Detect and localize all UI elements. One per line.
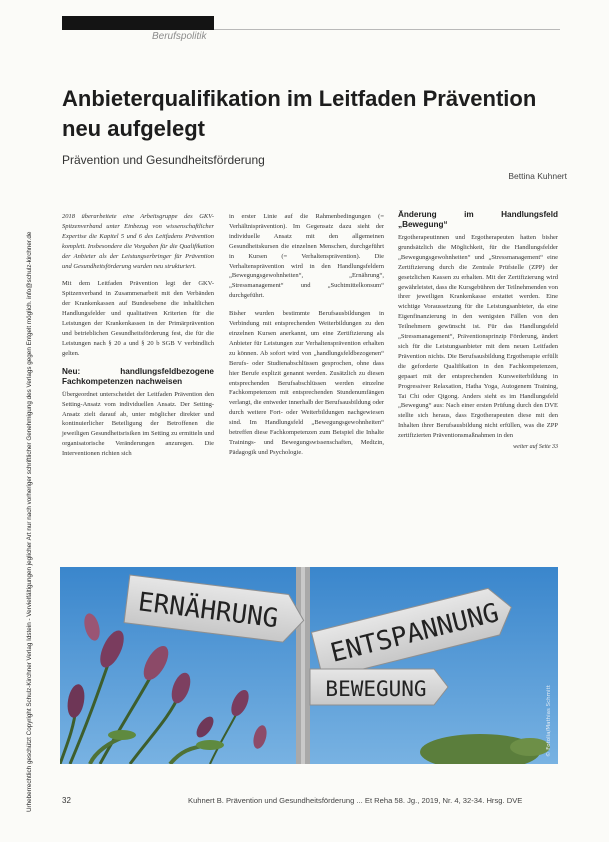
sign-entspannung-label: ENTSPANNUNG — [327, 598, 502, 669]
article-title: Anbieterqualifikation im Leitfaden Prävention neu aufgelegt — [62, 86, 537, 141]
text-column-1 — [62, 212, 214, 459]
page-number: 32 — [62, 796, 71, 805]
paragraph: Mit dem Leitfaden Prävention legt der GKV-Spitzenverband in Zusammenarbeit mit den Verbänden der Krankenkassen auf Bundesebene die inhaltlichen Handlungsfelder und qualitativen Kriterien für die Leistungen der Krankenkassen in der Primärprävention und betrieblichen Gesundheitsförderung fest, die für die Leistungen nach § 20 a und § 20 b SGB V verbindlich gelten. — [62, 280, 214, 357]
subheading: Neu: handlungsfeldbezogene Fachkompetenzen nachweisen — [62, 366, 214, 386]
sign-bewegung — [310, 669, 448, 705]
copyright-notice: Urheberrechtlich geschützt Copyright Schulz-Kirchner Verlag Idstein - Vervielfältigungen jeglicher Art nur nach vorheriger schriftlicher Genehmigung des Verlags gegen Entgelt möglich. info@schulz-kirchner.de — [26, 231, 33, 812]
header-bar — [62, 16, 214, 30]
sign-ernaehrung-label: ERNÄHRUNG — [136, 587, 280, 635]
article-author: Bettina Kuhnert — [508, 171, 567, 181]
article-subtitle: Prävention und Gesundheitsförderung — [62, 153, 265, 167]
continued-note: weiter auf Seite 33 — [513, 444, 558, 451]
text-column-3 — [398, 210, 558, 453]
paragraph: Bisher wurden bestimmte Berufsausbildungen in Verbindung mit entsprechenden Weiterbildungen zu den einzelnen Kursen anerkannt, um eine Zertifizierung als Anbieter für Leistungen zur Verhaltensprävention erhalten zu können. Ab sofort wird von „handlungsfeldbezogenen“ Berufs- oder Studienabschlüssen gesprochen, ohne dass hier Berufe explizit genannt werden. Zusätzlich zu diesen entsprechenden Berufsabschlüssen werden einzelne Fachkompetenzen mit entsprechenden Stundenumfängen verlangt, die entweder innerhalb der Berufsausbildung oder durch weitere Fort- oder Weiterbildungen nachgewiesen sind. Im Handlungsfeld „Bewegungsgewohnheiten“ betreffen diese Fachkompetenzen zum Beispiel die Inhalte Trainings- und Bewegungswissenschaften, Medizin, Pädagogik und Psychologie. — [229, 310, 384, 456]
signpost-photo — [60, 567, 558, 764]
signpost-illustration — [60, 567, 558, 764]
photo-credit: © Fotolia/Mathias Schmitt — [546, 685, 552, 757]
citation-footer: Kuhnert B. Prävention und Gesundheitsförderung ... Et Reha 58. Jg., 2019, Nr. 4, 32-34. Hrsg. DVE — [188, 796, 523, 805]
paragraph: Übergeordnet unterscheidet der Leitfaden Prävention den Setting-Ansatz vom individuellen Ansatz. Der Setting-Ansatz zielt darauf ab, unter möglicher direkter und kontinuierlicher Beteiligung der Betroffenen die jeweiligen Gesundheitsrisiken im Setting zu ermitteln und organisatorische Veränderungen anzuregen. Die Interventionen richten sich — [62, 390, 214, 458]
sign-bewegung-label: BEWEGUNG — [325, 677, 427, 701]
subheading: Änderung im Handlungsfeld „Bewegung“ — [398, 210, 558, 229]
section-label: Berufspolitik — [152, 31, 207, 42]
text-column-2 — [229, 212, 384, 458]
article-lead: 2018 überarbeitete eine Arbeitsgruppe des GKV-Spitzenverband unter Einbezug von wissenschaftlicher Expertise die Kapitel 5 und 6 des Leitfadens Prävention komplett. Insbesondere die Vorgaben für die Qualifikation der Anbieter als der Leistungserbringer für Prävention und Gesundheitsförderung wurden neu strukturiert. — [62, 213, 214, 270]
paragraph: in erster Linie auf die Rahmenbedingungen (= Verhältnisprävention). Im Gegensatz dazu sieht der individuelle Ansatz mit den allgemeinen Gesundheitskursen die einzelnen Menschen, durchgeführt in Kursen (= Verhaltensprävention). Die Verhaltensprävention wird in den Handlungsfeldern „Bewegungsgewohnheiten“, „Ernährung“, „Stressmanagement“ und „Suchtmittelkonsum“ durchgeführt. — [229, 213, 384, 300]
header-rule — [214, 29, 560, 30]
paragraph: Ergotherapeutinnen und Ergotherapeuten hatten bisher grundsätzlich die Möglichkeit, für die Handlungsfelder „Bewegungsgewohnheiten“ und „Stressmanagement“ eine Zertifizierung durch die Zentrale Prüfstelle (ZPP) der gesetzlichen Kassen zu erhalten. Mit der Zertifizierung wird gewährleistet, dass die Kursgebühren der Teilnehmenden von ihrer jeweiligen Krankenkasse erstattet werden. Eine wichtige Voraussetzung für die Leistungsanbieter, da eine Eigenfinanzierung in den wenigsten Fällen von den Teilnehmern gewünscht ist. Für das Handlungsfeld „Stressmanagement“, Präventionsprinzip Förderung, ändert sich für die Leistungsanbieter mit dem neuen Leitfaden Prävention nichts. Die Berufsausbildung Ergotherapie erfüllt die geforderte Qualifikation in den Fachkompetenzen, gepaart mit der entsprechenden Kursweiterbildung in Progressiver Relaxation, Hatha Yoga, Autogenem Training, Tai Chi oder Qigong. Anders sieht es im Handlungsfeld „Bewegung“ aus: Nach einer ersten Prüfung durch den DVE stellte sich heraus, dass Ergotherapeuten diese mit den Inhalten ihrer Berufsausbildung nicht erfüllen, was die ZPP zertifizierten Präventionsmaßnahmen in den — [398, 234, 558, 440]
